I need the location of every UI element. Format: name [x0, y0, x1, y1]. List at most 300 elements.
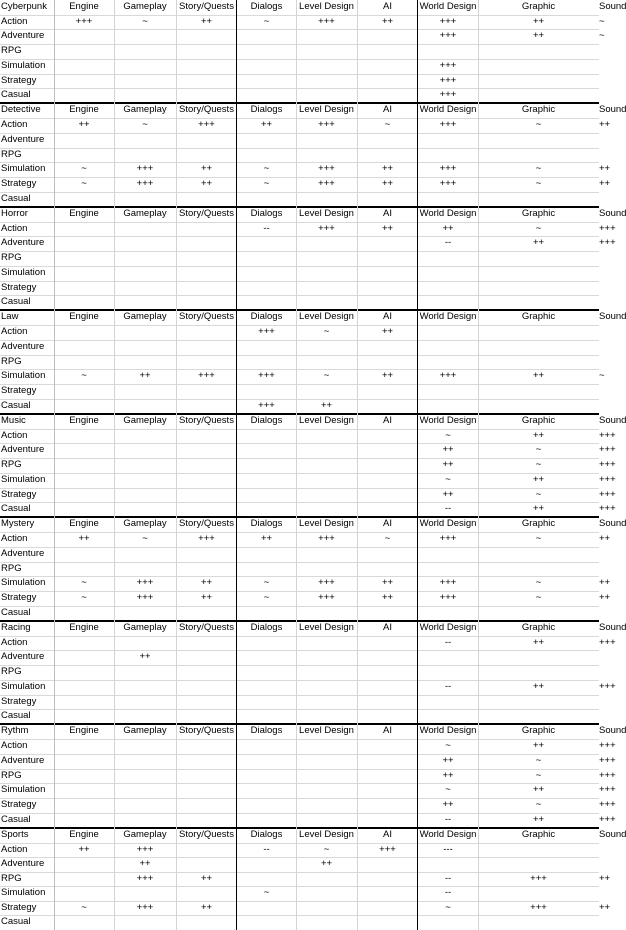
table-cell[interactable] — [114, 340, 176, 355]
table-cell[interactable] — [176, 443, 237, 458]
row-label[interactable]: Action — [1, 532, 28, 544]
table-cell[interactable]: ++ — [442, 754, 454, 766]
table-cell[interactable] — [296, 429, 357, 444]
table-cell[interactable] — [237, 901, 296, 916]
table-cell[interactable]: +++ — [136, 577, 154, 589]
column-header[interactable]: Graphic — [521, 1, 556, 12]
section-title[interactable]: Music — [1, 415, 26, 426]
table-cell[interactable] — [357, 488, 418, 503]
table-cell[interactable]: +++ — [439, 532, 457, 544]
table-cell[interactable]: +++ — [136, 178, 154, 190]
table-cell[interactable] — [296, 340, 357, 355]
table-cell[interactable] — [176, 547, 237, 562]
column-header[interactable]: Gameplay — [123, 1, 167, 12]
table-cell[interactable] — [54, 399, 114, 414]
table-cell[interactable] — [478, 547, 599, 562]
table-cell[interactable] — [296, 695, 357, 710]
column-header[interactable]: AI — [383, 104, 392, 115]
table-cell[interactable] — [114, 148, 176, 163]
table-cell[interactable]: ++ — [139, 370, 151, 382]
row-label[interactable]: Casual — [1, 400, 31, 412]
table-cell[interactable]: ++ — [381, 577, 394, 589]
table-cell[interactable]: +++ — [318, 222, 335, 234]
table-cell[interactable]: ~ — [323, 325, 330, 337]
column-header[interactable]: Story/Quests — [179, 518, 234, 529]
column-header[interactable]: Dialogs — [250, 725, 283, 736]
table-cell[interactable]: ++ — [139, 858, 151, 870]
row-label[interactable]: RPG — [1, 562, 22, 574]
table-cell[interactable]: +++ — [198, 118, 215, 130]
table-cell[interactable] — [54, 266, 114, 281]
row-label[interactable]: RPG — [1, 252, 22, 264]
table-cell[interactable]: +++ — [439, 163, 457, 175]
row-label[interactable]: Simulation — [1, 784, 46, 796]
table-cell[interactable] — [478, 251, 599, 266]
table-cell[interactable] — [114, 798, 176, 813]
table-cell[interactable]: +++ — [439, 370, 457, 382]
table-cell[interactable]: +++ — [198, 532, 215, 544]
table-cell[interactable] — [114, 44, 176, 59]
section-title[interactable]: Cyberpunk — [1, 1, 47, 12]
column-header[interactable]: Level Design — [299, 104, 354, 115]
table-cell[interactable]: ~ — [81, 592, 87, 604]
table-cell[interactable] — [418, 665, 478, 680]
table-cell[interactable] — [357, 695, 418, 710]
table-cell[interactable] — [357, 665, 418, 680]
table-cell[interactable] — [114, 384, 176, 399]
column-header[interactable]: World Design — [419, 311, 477, 322]
column-header[interactable]: AI — [383, 1, 392, 12]
table-cell[interactable]: ++ — [442, 459, 454, 471]
table-cell[interactable] — [296, 443, 357, 458]
column-header[interactable]: Engine — [69, 829, 99, 840]
table-cell[interactable] — [357, 650, 418, 665]
table-cell[interactable] — [54, 473, 114, 488]
table-cell[interactable] — [54, 325, 114, 340]
table-cell[interactable] — [114, 236, 176, 251]
table-cell[interactable] — [176, 488, 237, 503]
column-header[interactable]: Level Design — [299, 622, 354, 633]
table-cell[interactable] — [357, 901, 418, 916]
table-cell[interactable]: +++ — [136, 901, 154, 913]
column-header[interactable]: AI — [383, 208, 392, 219]
row-label[interactable]: Strategy — [1, 178, 37, 190]
row-label[interactable]: Strategy — [1, 799, 37, 811]
table-cell[interactable] — [54, 709, 114, 724]
table-cell[interactable]: +++ — [599, 444, 616, 456]
table-cell[interactable] — [54, 695, 114, 710]
table-cell[interactable] — [114, 739, 176, 754]
table-cell[interactable]: +++ — [599, 222, 616, 234]
table-cell[interactable] — [237, 458, 296, 473]
table-cell[interactable] — [357, 148, 418, 163]
table-cell[interactable]: +++ — [439, 89, 457, 101]
table-cell[interactable]: ++ — [381, 163, 394, 175]
row-label[interactable]: Adventure — [1, 133, 45, 145]
table-cell[interactable] — [418, 355, 478, 370]
table-cell[interactable] — [296, 665, 357, 680]
table-cell[interactable] — [357, 251, 418, 266]
table-cell[interactable]: ++ — [599, 532, 611, 544]
section-title[interactable]: Horror — [1, 208, 28, 219]
table-cell[interactable]: -- — [444, 887, 452, 899]
table-cell[interactable]: ~ — [535, 769, 542, 781]
table-cell[interactable] — [296, 251, 357, 266]
table-cell[interactable] — [176, 562, 237, 577]
table-cell[interactable]: ~ — [263, 15, 270, 27]
table-cell[interactable] — [478, 266, 599, 281]
table-cell[interactable] — [357, 399, 418, 414]
table-cell[interactable] — [176, 355, 237, 370]
table-cell[interactable] — [357, 562, 418, 577]
table-cell[interactable]: ++ — [320, 858, 333, 870]
table-cell[interactable]: ++ — [532, 429, 545, 441]
table-cell[interactable] — [237, 547, 296, 562]
row-label[interactable]: Adventure — [1, 547, 45, 559]
table-cell[interactable] — [296, 88, 357, 103]
table-cell[interactable]: +++ — [530, 901, 547, 913]
column-header[interactable]: Story/Quests — [179, 104, 234, 115]
table-cell[interactable] — [237, 709, 296, 724]
row-label[interactable]: Casual — [1, 916, 31, 928]
table-cell[interactable] — [296, 798, 357, 813]
table-cell[interactable]: ++ — [532, 814, 545, 826]
table-cell[interactable] — [357, 872, 418, 887]
table-cell[interactable]: ~ — [81, 178, 87, 190]
column-header[interactable]: World Design — [419, 104, 477, 115]
table-cell[interactable] — [357, 355, 418, 370]
column-header[interactable]: Dialogs — [250, 311, 283, 322]
table-cell[interactable] — [478, 133, 599, 148]
column-header[interactable]: Gameplay — [123, 415, 167, 426]
column-header[interactable]: Dialogs — [250, 1, 283, 12]
table-cell[interactable] — [176, 325, 237, 340]
table-cell[interactable]: +++ — [599, 488, 616, 500]
table-cell[interactable]: +++ — [258, 325, 275, 337]
column-header[interactable]: Story/Quests — [179, 208, 234, 219]
column-header[interactable]: Level Design — [299, 725, 354, 736]
table-cell[interactable] — [357, 384, 418, 399]
table-cell[interactable] — [357, 680, 418, 695]
table-cell[interactable] — [176, 665, 237, 680]
table-cell[interactable] — [357, 783, 418, 798]
table-cell[interactable] — [357, 547, 418, 562]
column-header[interactable]: Sound — [599, 829, 626, 840]
table-cell[interactable] — [176, 429, 237, 444]
table-cell[interactable] — [176, 29, 237, 44]
table-cell[interactable] — [296, 769, 357, 784]
table-cell[interactable] — [54, 222, 114, 237]
table-cell[interactable] — [296, 709, 357, 724]
table-cell[interactable] — [176, 886, 237, 901]
table-cell[interactable] — [54, 192, 114, 207]
row-label[interactable]: Action — [1, 325, 28, 337]
table-cell[interactable] — [114, 251, 176, 266]
table-cell[interactable]: ~ — [535, 488, 542, 500]
table-cell[interactable] — [176, 502, 237, 517]
table-cell[interactable] — [478, 340, 599, 355]
table-cell[interactable]: ~ — [599, 15, 605, 27]
table-cell[interactable] — [296, 502, 357, 517]
table-cell[interactable] — [237, 502, 296, 517]
table-cell[interactable] — [114, 88, 176, 103]
row-label[interactable]: Adventure — [1, 30, 45, 42]
column-header[interactable]: Gameplay — [123, 622, 167, 633]
table-cell[interactable] — [237, 148, 296, 163]
column-header[interactable]: Gameplay — [123, 829, 167, 840]
column-header[interactable]: Graphic — [521, 829, 556, 840]
table-cell[interactable] — [114, 695, 176, 710]
table-cell[interactable]: ++ — [532, 473, 545, 485]
table-cell[interactable]: +++ — [599, 754, 616, 766]
row-label[interactable]: Simulation — [1, 59, 46, 71]
row-label[interactable]: Adventure — [1, 858, 45, 870]
table-cell[interactable] — [296, 473, 357, 488]
row-label[interactable]: RPG — [1, 148, 22, 160]
table-cell[interactable]: -- — [444, 636, 452, 648]
table-cell[interactable] — [237, 59, 296, 74]
table-cell[interactable] — [114, 325, 176, 340]
table-cell[interactable] — [176, 384, 237, 399]
column-header[interactable]: Gameplay — [123, 104, 167, 115]
row-label[interactable]: Action — [1, 222, 28, 234]
table-cell[interactable] — [114, 295, 176, 310]
table-cell[interactable] — [54, 295, 114, 310]
table-cell[interactable] — [357, 709, 418, 724]
table-cell[interactable]: ~ — [535, 459, 542, 471]
table-cell[interactable] — [478, 562, 599, 577]
table-cell[interactable]: ++ — [381, 325, 394, 337]
table-cell[interactable] — [176, 783, 237, 798]
table-cell[interactable] — [114, 636, 176, 651]
table-cell[interactable] — [176, 340, 237, 355]
table-cell[interactable] — [237, 915, 296, 930]
column-header[interactable]: AI — [383, 622, 392, 633]
table-cell[interactable] — [54, 502, 114, 517]
table-cell[interactable]: ~ — [263, 178, 270, 190]
table-cell[interactable]: ++ — [200, 163, 213, 175]
table-cell[interactable]: ~ — [263, 577, 270, 589]
column-header[interactable]: Engine — [69, 208, 99, 219]
row-label[interactable]: Adventure — [1, 444, 45, 456]
section-title[interactable]: Law — [1, 311, 19, 322]
table-cell[interactable] — [357, 29, 418, 44]
column-header[interactable]: Sound — [599, 725, 626, 736]
table-cell[interactable]: ~ — [142, 118, 148, 130]
table-cell[interactable]: ++ — [442, 444, 454, 456]
table-cell[interactable]: ++ — [532, 784, 545, 796]
column-header[interactable]: Gameplay — [123, 311, 167, 322]
table-cell[interactable] — [54, 88, 114, 103]
table-cell[interactable] — [176, 709, 237, 724]
table-cell[interactable]: ++ — [139, 651, 151, 663]
table-cell[interactable] — [357, 754, 418, 769]
column-header[interactable]: World Design — [419, 1, 477, 12]
section-title[interactable]: Racing — [1, 622, 31, 633]
column-header[interactable]: Engine — [69, 415, 99, 426]
table-cell[interactable]: ~ — [535, 577, 542, 589]
table-cell[interactable] — [54, 236, 114, 251]
table-cell[interactable] — [357, 458, 418, 473]
table-cell[interactable]: ++ — [442, 488, 454, 500]
table-cell[interactable] — [296, 59, 357, 74]
row-label[interactable]: RPG — [1, 45, 22, 57]
table-cell[interactable]: ++ — [599, 872, 611, 884]
table-cell[interactable] — [478, 843, 599, 858]
table-cell[interactable] — [54, 783, 114, 798]
row-label[interactable]: Action — [1, 118, 28, 130]
table-cell[interactable] — [54, 251, 114, 266]
table-cell[interactable] — [176, 769, 237, 784]
table-cell[interactable] — [176, 236, 237, 251]
table-cell[interactable] — [114, 222, 176, 237]
table-cell[interactable] — [237, 798, 296, 813]
table-cell[interactable]: ~ — [535, 444, 542, 456]
table-cell[interactable]: ~ — [445, 429, 451, 441]
row-label[interactable]: Simulation — [1, 473, 46, 485]
table-cell[interactable]: ++ — [599, 592, 611, 604]
table-cell[interactable]: +++ — [379, 843, 396, 855]
table-cell[interactable] — [54, 148, 114, 163]
table-cell[interactable] — [54, 44, 114, 59]
column-header[interactable]: Sound — [599, 104, 626, 115]
column-header[interactable]: Story/Quests — [179, 622, 234, 633]
table-cell[interactable] — [176, 148, 237, 163]
table-cell[interactable] — [54, 680, 114, 695]
column-header[interactable]: Engine — [69, 311, 99, 322]
column-header[interactable]: Level Design — [299, 1, 354, 12]
table-cell[interactable] — [237, 754, 296, 769]
table-cell[interactable]: ++ — [442, 769, 454, 781]
table-cell[interactable] — [114, 754, 176, 769]
table-cell[interactable] — [478, 355, 599, 370]
table-cell[interactable] — [296, 872, 357, 887]
row-label[interactable]: Strategy — [1, 74, 37, 86]
row-label[interactable]: Simulation — [1, 370, 46, 382]
table-cell[interactable] — [176, 857, 237, 872]
column-header[interactable]: Engine — [69, 518, 99, 529]
table-cell[interactable] — [296, 562, 357, 577]
table-cell[interactable] — [176, 133, 237, 148]
table-cell[interactable]: ++ — [260, 532, 273, 544]
table-cell[interactable] — [114, 133, 176, 148]
table-cell[interactable]: --- — [443, 843, 453, 855]
table-cell[interactable] — [296, 192, 357, 207]
table-cell[interactable] — [296, 148, 357, 163]
table-cell[interactable] — [176, 843, 237, 858]
table-cell[interactable]: +++ — [599, 459, 616, 471]
table-cell[interactable] — [296, 281, 357, 296]
table-cell[interactable] — [478, 384, 599, 399]
table-cell[interactable] — [296, 547, 357, 562]
table-cell[interactable]: ~ — [384, 118, 391, 130]
row-label[interactable]: Strategy — [1, 385, 37, 397]
table-cell[interactable] — [237, 783, 296, 798]
table-cell[interactable]: +++ — [599, 769, 616, 781]
column-header[interactable]: Dialogs — [250, 622, 283, 633]
table-cell[interactable]: ~ — [445, 739, 451, 751]
table-cell[interactable] — [114, 458, 176, 473]
table-cell[interactable] — [114, 192, 176, 207]
table-cell[interactable] — [357, 798, 418, 813]
table-cell[interactable]: ~ — [535, 178, 542, 190]
table-cell[interactable]: -- — [444, 503, 452, 515]
table-cell[interactable] — [357, 915, 418, 930]
table-cell[interactable] — [114, 473, 176, 488]
table-cell[interactable]: +++ — [599, 429, 616, 441]
table-cell[interactable] — [54, 562, 114, 577]
table-cell[interactable]: ~ — [323, 843, 330, 855]
table-cell[interactable] — [176, 74, 237, 89]
table-cell[interactable] — [357, 266, 418, 281]
table-cell[interactable] — [478, 44, 599, 59]
table-cell[interactable] — [418, 266, 478, 281]
table-cell[interactable]: ~ — [599, 30, 605, 42]
table-cell[interactable] — [54, 59, 114, 74]
table-cell[interactable] — [54, 739, 114, 754]
table-cell[interactable]: +++ — [439, 15, 457, 27]
table-cell[interactable] — [54, 754, 114, 769]
table-cell[interactable]: ++ — [599, 178, 611, 190]
column-header[interactable]: Sound — [599, 311, 626, 322]
row-label[interactable]: Action — [1, 636, 28, 648]
table-cell[interactable] — [418, 148, 478, 163]
table-cell[interactable] — [357, 281, 418, 296]
table-cell[interactable]: +++ — [599, 784, 616, 796]
table-cell[interactable] — [357, 295, 418, 310]
table-cell[interactable]: +++ — [318, 178, 335, 190]
table-cell[interactable]: +++ — [439, 577, 457, 589]
table-cell[interactable]: +++ — [75, 15, 93, 27]
column-header[interactable]: Gameplay — [123, 725, 167, 736]
table-cell[interactable] — [357, 886, 418, 901]
table-cell[interactable] — [176, 222, 237, 237]
table-cell[interactable]: ~ — [263, 887, 270, 899]
table-cell[interactable]: ++ — [200, 592, 213, 604]
row-label[interactable]: Casual — [1, 89, 31, 101]
table-cell[interactable] — [296, 133, 357, 148]
row-label[interactable]: Simulation — [1, 266, 46, 278]
table-cell[interactable] — [357, 59, 418, 74]
table-cell[interactable]: -- — [444, 237, 452, 249]
table-cell[interactable]: ++ — [200, 577, 213, 589]
table-cell[interactable]: -- — [444, 872, 452, 884]
table-cell[interactable]: ++ — [320, 400, 333, 412]
table-cell[interactable] — [296, 355, 357, 370]
table-cell[interactable] — [54, 74, 114, 89]
section-title[interactable]: Detective — [1, 104, 41, 115]
table-cell[interactable]: +++ — [439, 30, 457, 42]
table-cell[interactable]: ~ — [535, 754, 542, 766]
table-cell[interactable]: ++ — [532, 370, 545, 382]
table-cell[interactable] — [237, 473, 296, 488]
row-label[interactable]: Adventure — [1, 651, 45, 663]
table-cell[interactable] — [357, 473, 418, 488]
table-cell[interactable] — [114, 606, 176, 621]
table-cell[interactable] — [176, 399, 237, 414]
table-cell[interactable] — [296, 813, 357, 828]
table-cell[interactable] — [418, 251, 478, 266]
table-cell[interactable] — [237, 74, 296, 89]
section-title[interactable]: Mystery — [1, 518, 35, 529]
table-cell[interactable] — [296, 783, 357, 798]
column-header[interactable]: Level Design — [299, 518, 354, 529]
table-cell[interactable] — [296, 488, 357, 503]
table-cell[interactable]: +++ — [530, 872, 547, 884]
table-cell[interactable] — [237, 695, 296, 710]
column-header[interactable]: Story/Quests — [179, 415, 234, 426]
table-cell[interactable] — [237, 251, 296, 266]
